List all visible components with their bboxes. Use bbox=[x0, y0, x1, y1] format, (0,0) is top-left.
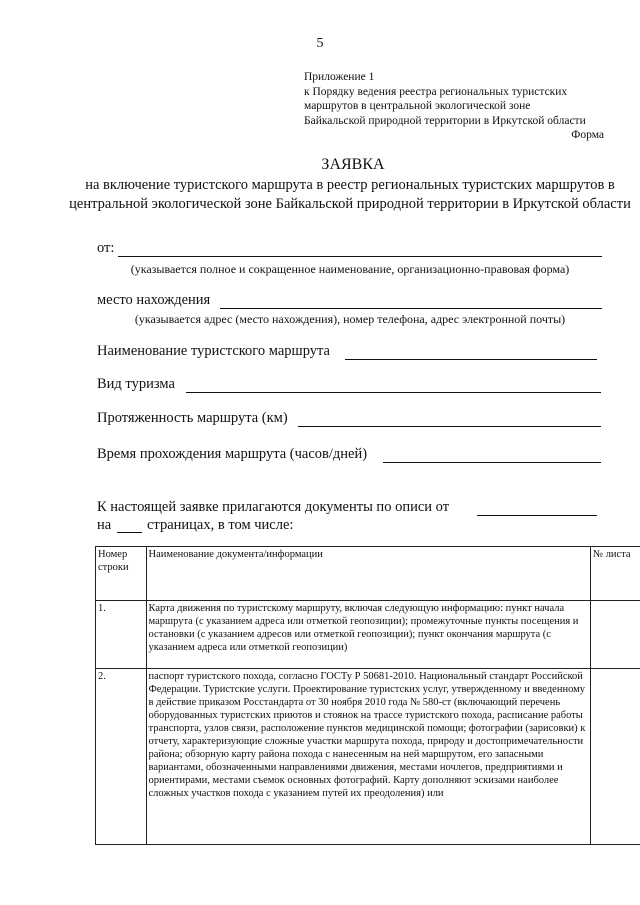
tourism-type-field-line[interactable] bbox=[186, 392, 601, 393]
tourism-type-label: Вид туризма bbox=[97, 376, 175, 392]
location-field-line[interactable] bbox=[220, 308, 602, 309]
page-number: 5 bbox=[316, 36, 324, 51]
location-hint: (указывается адрес (место нахождения), номер телефона, адрес электронной почты) bbox=[134, 312, 566, 326]
from-field-line[interactable] bbox=[118, 256, 602, 257]
appendix-block bbox=[304, 70, 604, 143]
table-header-row bbox=[96, 547, 640, 601]
documents-table bbox=[95, 546, 640, 845]
header-sheet-number: № листа bbox=[591, 547, 640, 601]
attach-line-2-prefix: на bbox=[97, 517, 112, 533]
location-label: место нахождения bbox=[97, 292, 211, 308]
row-sheet bbox=[591, 601, 640, 669]
length-field-line[interactable] bbox=[298, 426, 601, 427]
header-document-name: Наименование документа/информации bbox=[146, 547, 591, 601]
appendix-line-2: к Порядку ведения реестра региональных туристских bbox=[304, 85, 568, 98]
route-name-field-line[interactable] bbox=[345, 359, 597, 360]
row-number: 1. bbox=[96, 601, 147, 669]
document-subtitle: на включение туристского маршрута в реестр региональных туристских маршрутов в центральной экологической зоне Байкальской природной территории в Иркутской области bbox=[69, 177, 631, 212]
document-title: ЗАЯВКА bbox=[321, 156, 385, 173]
row-number: 2. bbox=[96, 669, 147, 845]
pages-count-field-line[interactable] bbox=[117, 532, 142, 533]
route-name-label: Наименование туристского маршрута bbox=[97, 343, 330, 359]
from-hint: (указывается полное и сокращенное наименование, организационно-правовая форма) bbox=[130, 262, 570, 276]
row-text: Карта движения по туристскому маршруту, включая следующую информацию: пункт начала маршрута (с указанием адреса или отметкой геопозиции); промежуточные пункты посещения и остановки (с указанием адресов или отметкой геопозиции); пункт окончания маршрута (с указанием адреса или отметкой геопозиции) bbox=[146, 601, 591, 669]
attach-line-1: К настоящей заявке прилагаются документы по описи от bbox=[97, 499, 450, 515]
table-row bbox=[96, 669, 640, 845]
row-sheet bbox=[591, 669, 640, 845]
table-row bbox=[96, 601, 640, 669]
row-text: паспорт туристского похода, согласно ГОСТу Р 50681-2010. Национальный стандарт Российской Федерации. Туристские услуги. Проектирование туристских услуг, утвержденному и введенному в действие приказом Росстандарта от 30 ноября 2010 года № 580-ст (включающий перечень оборудованных туристских приютов и стоянок на трассе туристского похода, расписание работы транспорта, узлов связи, расположение пунктов медицинской помощи; фотографии (зарисовки) к отчету, характеризующие сложные участки маршрута похода, природу и достопримечательности района; обзорную карту района похода с нанесенным на ней маршрутом, его запасными вариантами, обозначенными направлениями движения, местами ночлегов, предприятиями и ориентирами, местами съемок основных фотографий. Карту дополняют эскизами наиболее сложных участков похода с указанием путей их преодоления) или bbox=[146, 669, 591, 845]
duration-field-line[interactable] bbox=[383, 462, 601, 463]
attach-date-field-line[interactable] bbox=[477, 515, 597, 516]
appendix-line-4: Байкальской природной территории в Иркутской области bbox=[304, 114, 586, 127]
appendix-line-3: маршрутов в центральной экологической зоне bbox=[304, 100, 531, 112]
header-row-number: Номер строки bbox=[96, 547, 147, 601]
appendix-line-1: Приложение 1 bbox=[304, 71, 375, 83]
attach-line-2-suffix: страницах, в том числе: bbox=[147, 517, 294, 533]
duration-label: Время прохождения маршрута (часов/дней) bbox=[97, 446, 368, 462]
from-label: от: bbox=[97, 240, 115, 256]
length-label: Протяженность маршрута (км) bbox=[97, 410, 288, 426]
form-label: Форма bbox=[571, 129, 604, 141]
